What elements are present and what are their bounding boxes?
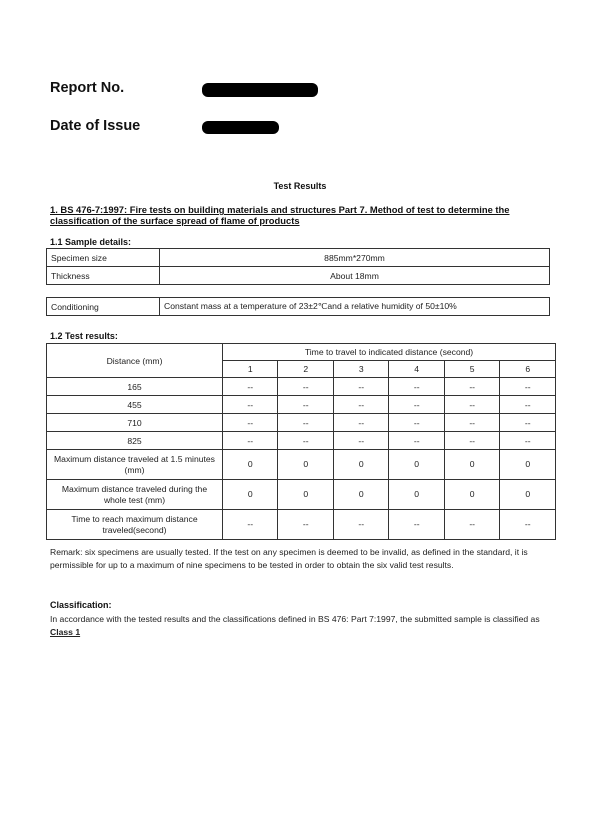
table-cell: --: [500, 414, 556, 432]
remark-text: Remark: six specimens are usually tested. If the test on any specimen is deemed to be invalid, as defined in the standard, it is permissible for up to a maximum of nine specimens to be tested in order to obtain the six valid test results.: [50, 547, 528, 570]
table-cell: --: [500, 396, 556, 414]
table-cell: 0: [223, 450, 278, 480]
table-cell: 0: [389, 450, 444, 480]
table-cell: --: [278, 432, 333, 450]
table-cell: --: [444, 378, 499, 396]
table-cell: --: [444, 510, 499, 540]
table-row: [47, 267, 550, 285]
table-cell: 0: [444, 480, 499, 510]
date-of-issue-label: Date of Issue: [50, 118, 141, 134]
column-header: 6: [500, 361, 556, 378]
table-cell: 0: [278, 450, 333, 480]
section-title: 1. BS 476-7:1997: Fire tests on building materials and structures Part 7. Method of test to determine the classification of the surface spread of flame of products: [50, 204, 510, 226]
table-cell: --: [389, 396, 444, 414]
sample-details-table: [46, 248, 550, 285]
document-title: Test Results: [273, 181, 327, 191]
specimen-size-value: 885mm*270mm: [160, 249, 550, 267]
table-cell: --: [278, 396, 333, 414]
table-cell: --: [389, 414, 444, 432]
classification-value: Class 1: [50, 627, 81, 637]
table-cell: --: [444, 432, 499, 450]
report-no-redaction: [202, 83, 318, 97]
table-row: [47, 480, 556, 510]
table-cell: --: [444, 414, 499, 432]
table-cell: --: [223, 378, 278, 396]
conditioning-label: Conditioning: [47, 298, 160, 316]
table-cell: --: [389, 510, 444, 540]
table-cell: --: [223, 396, 278, 414]
date-of-issue-redaction: [202, 121, 279, 134]
table-cell: 0: [223, 480, 278, 510]
table-row: [47, 378, 556, 396]
table-cell: 0: [333, 450, 388, 480]
table-cell: 0: [500, 480, 556, 510]
table-cell: --: [500, 510, 556, 540]
sample-details-title: 1.1 Sample details:: [50, 237, 132, 247]
table-cell: --: [333, 396, 388, 414]
table-row: [47, 510, 556, 540]
table-row: [47, 298, 550, 316]
table-cell: --: [333, 432, 388, 450]
table-cell: --: [223, 510, 278, 540]
table-cell: --: [333, 378, 388, 396]
row-label: Maximum distance traveled at 1.5 minutes (mm): [47, 450, 223, 480]
table-cell: 0: [500, 450, 556, 480]
column-header: 5: [444, 361, 499, 378]
table-cell: --: [278, 378, 333, 396]
table-cell: 0: [333, 480, 388, 510]
table-cell: --: [223, 414, 278, 432]
table-cell: 0: [389, 480, 444, 510]
column-header: 1: [223, 361, 278, 378]
column-header: 2: [278, 361, 333, 378]
classification-paragraph: [50, 613, 550, 639]
table-cell: 0: [278, 480, 333, 510]
column-header: 4: [389, 361, 444, 378]
table-cell: --: [500, 378, 556, 396]
table-cell: 0: [444, 450, 499, 480]
table-cell: --: [389, 378, 444, 396]
report-no-label: Report No.: [50, 80, 125, 96]
specimen-size-label: Specimen size: [47, 249, 160, 267]
test-results-table: [46, 343, 556, 540]
test-results-title: 1.2 Test results:: [50, 331, 118, 341]
table-row: [47, 414, 556, 432]
row-label: 710: [47, 414, 223, 432]
table-cell: --: [333, 414, 388, 432]
table-cell: --: [444, 396, 499, 414]
row-label: 455: [47, 396, 223, 414]
table-row: [47, 450, 556, 480]
table-cell: --: [389, 432, 444, 450]
table-header-row: [47, 344, 556, 361]
table-row: [47, 396, 556, 414]
classification-title: Classification:: [50, 600, 112, 610]
classification-text: In accordance with the tested results and the classifications defined in BS 476: Part 7:1997, the submitted sample is classified as: [50, 614, 540, 624]
table-cell: --: [500, 432, 556, 450]
row-label: Time to reach maximum distance traveled(second): [47, 510, 223, 540]
table-cell: --: [333, 510, 388, 540]
table-row: [47, 249, 550, 267]
table-row: [47, 432, 556, 450]
column-header: 3: [333, 361, 388, 378]
thickness-label: Thickness: [47, 267, 160, 285]
row-label: Maximum distance traveled during the whole test (mm): [47, 480, 223, 510]
table-cell: --: [278, 510, 333, 540]
row-label: 165: [47, 378, 223, 396]
table-cell: --: [223, 432, 278, 450]
conditioning-table: [46, 297, 550, 316]
table-cell: --: [278, 414, 333, 432]
distance-header: Distance (mm): [47, 344, 223, 378]
time-group-header: Time to travel to indicated distance (second): [223, 344, 556, 361]
row-label: 825: [47, 432, 223, 450]
conditioning-value: Constant mass at a temperature of 23±2℃and a relative humidity of 50±10%: [160, 298, 550, 316]
thickness-value: About 18mm: [160, 267, 550, 285]
